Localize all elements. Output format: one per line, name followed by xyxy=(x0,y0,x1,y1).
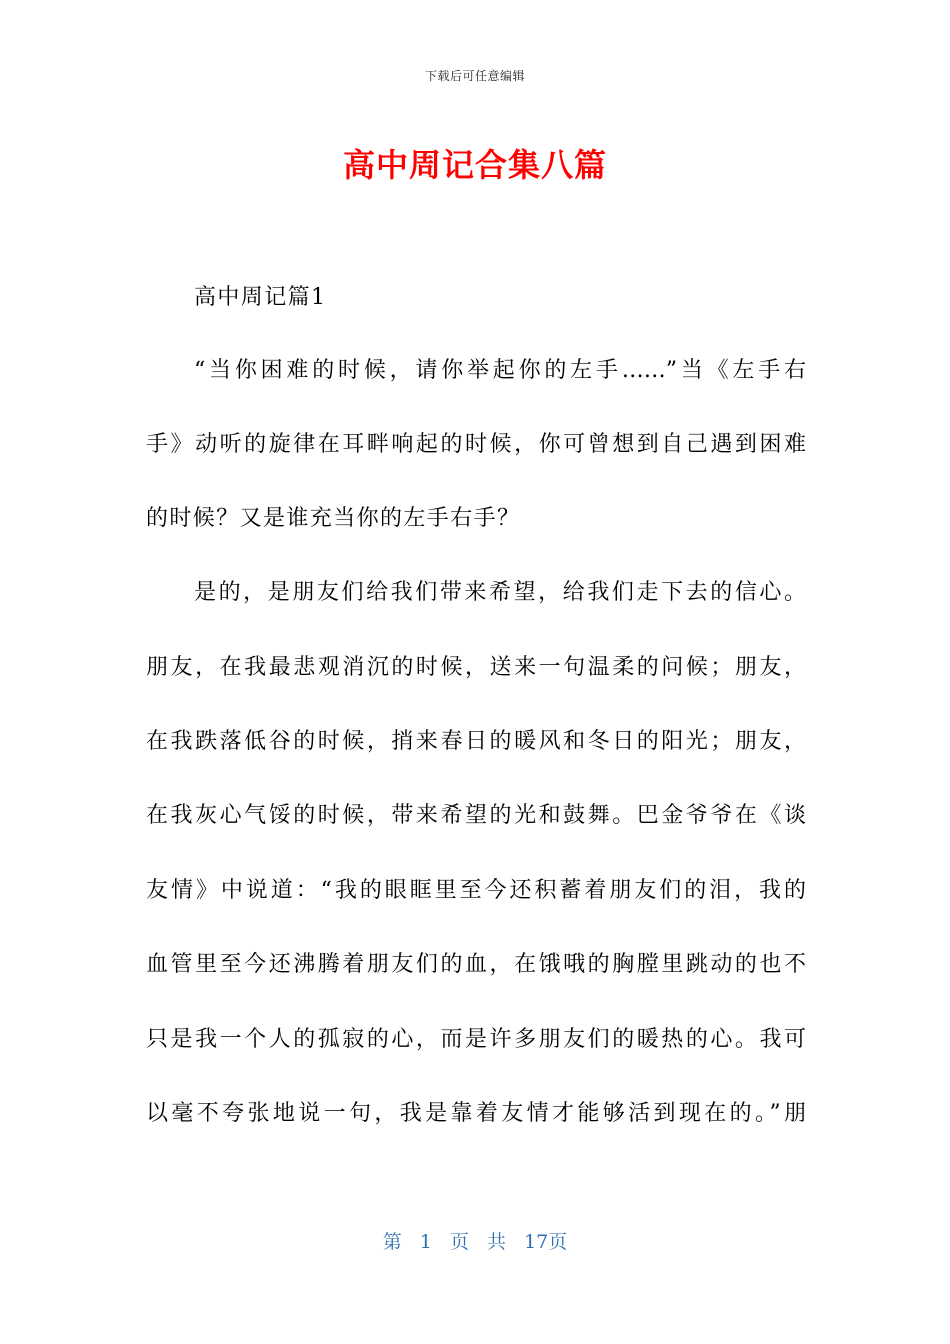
document-title: 高中周记合集八篇 xyxy=(342,146,607,184)
body-line: 在我灰心气馁的时候，带来希望的光和鼓舞。巴金爷爷在《谈 xyxy=(146,803,806,828)
body-line: 只是我一个人的孤寂的心，而是许多朋友们的暖热的心。我可 xyxy=(146,1027,806,1052)
body-line: 血管里至今还沸腾着朋友们的血，在饿哦的胸膛里跳动的也不 xyxy=(146,952,806,977)
footer-page-word: 页 xyxy=(449,1231,469,1253)
footer-total-prefix: 共 xyxy=(487,1231,507,1253)
footer-current-page: 1 xyxy=(419,1231,432,1253)
body-line: 的时候？又是谁充当你的左手右手？ xyxy=(146,506,521,531)
body-line: 在我跌落低谷的时候，捎来春日的暖风和冬日的阳光；朋友， xyxy=(146,729,806,754)
body-line: “当你困难的时候，请你举起你的左手……”当《左手右 xyxy=(194,358,806,383)
body-line: 以毫不夸张地说一句，我是靠着友情才能够活到现在的。”朋 xyxy=(146,1101,806,1126)
body-line: 手》动听的旋律在耳畔响起的时候，你可曾想到自己遇到困难 xyxy=(146,432,806,457)
body-line: 朋友，在我最悲观消沉的时候，送来一句温柔的问候；朋友， xyxy=(146,655,806,680)
body-line: 是的，是朋友们给我们带来希望，给我们走下去的信心。 xyxy=(194,580,806,605)
footer-suffix: 页 xyxy=(548,1231,568,1253)
footer-prefix: 第 xyxy=(382,1231,402,1253)
footer-total-pages: 17 xyxy=(524,1231,549,1253)
page-footer xyxy=(0,1227,950,1254)
body-line: 友情》中说道：“我的眼眶里至今还积蓄着朋友们的泪，我的 xyxy=(146,878,806,903)
page-header-note: 下载后可任意编辑 xyxy=(424,69,525,83)
section-heading: 高中周记篇1 xyxy=(194,285,327,310)
